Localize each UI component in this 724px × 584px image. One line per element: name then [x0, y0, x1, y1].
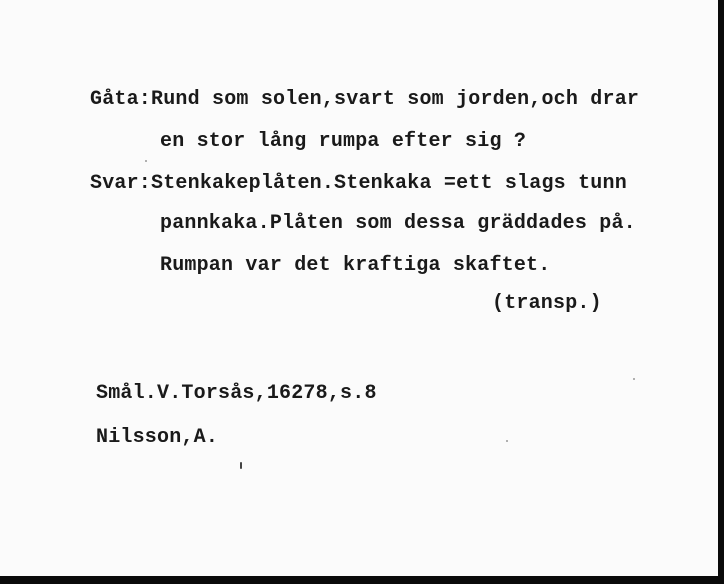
card-edge-shadow-right	[718, 0, 724, 584]
answer-line-1	[90, 172, 627, 196]
scan-speck	[506, 440, 508, 442]
answer-label: Svar:	[90, 172, 152, 195]
riddle-text-2: en stor lång rumpa efter sig ?	[160, 130, 527, 153]
answer-text-3: Rumpan var det kraftiga skaftet.	[160, 254, 551, 277]
riddle-text-1: Rund som solen,svart som jorden,och drar	[151, 88, 640, 111]
answer-text-1: Stenkakeplåten.Stenkaka =ett slags tunn	[151, 172, 627, 195]
card-edge-shadow-bottom	[0, 576, 724, 584]
riddle-label: Gåta:	[90, 88, 152, 111]
answer-text-2: pannkaka.Plåten som dessa gräddades på.	[160, 212, 636, 235]
answer-note: (transp.)	[492, 292, 602, 315]
scan-speck	[633, 378, 635, 380]
source-location: Smål.V.Torsås,16278,s.8	[96, 382, 377, 405]
source-collector: Nilsson,A.	[96, 426, 219, 449]
scan-speck	[240, 462, 242, 469]
riddle-line-1	[90, 88, 639, 112]
scan-speck	[145, 160, 147, 162]
